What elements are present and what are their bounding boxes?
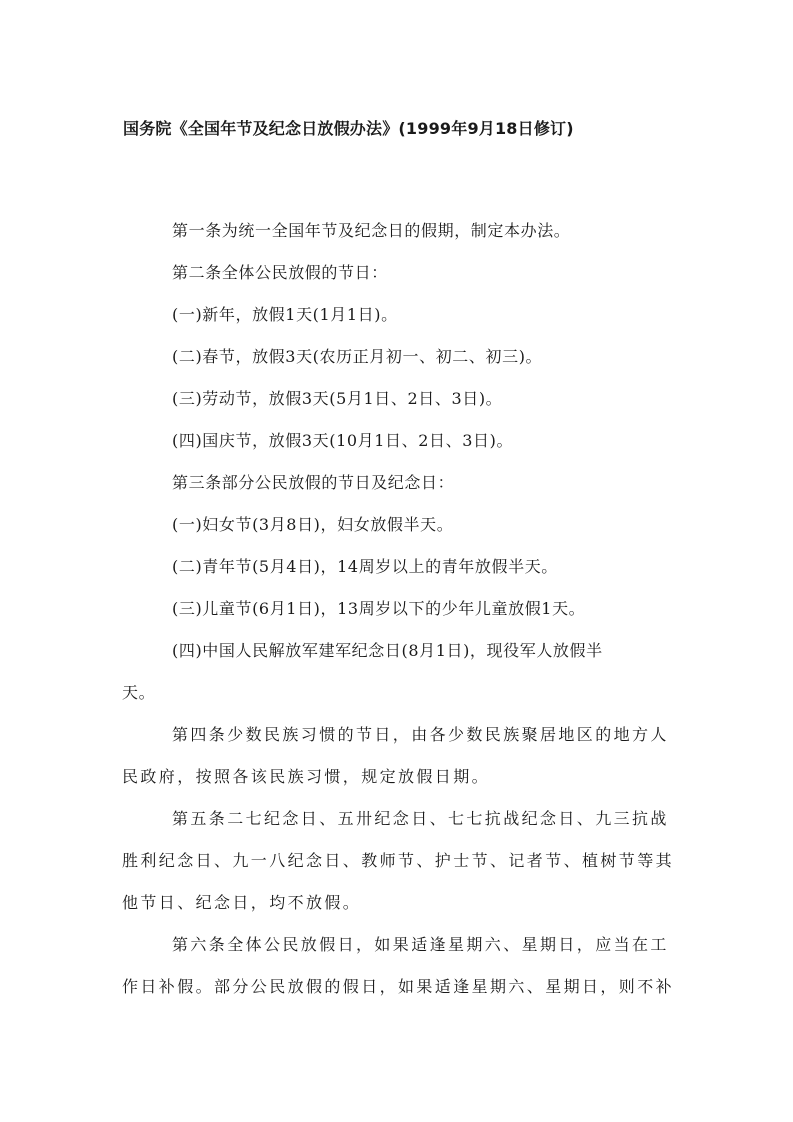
- paragraph-line: 第二条全体公民放假的节日：: [172, 263, 388, 282]
- paragraph-line: (一)新年，放假1天(1月1日)。: [172, 305, 398, 324]
- paragraph-line: 第五条二七纪念日、五卅纪念日、七七抗战纪念日、九三抗战: [172, 809, 669, 828]
- paragraph-line: (三)儿童节(6月1日)，13周岁以下的少年儿童放假1天。: [172, 599, 586, 618]
- paragraph-line: 胜利纪念日、九一八纪念日、教师节、护士节、记者节、植树节等其: [122, 851, 675, 870]
- paragraph-line: (二)春节，放假3天(农历正月初一、初二、初三)。: [172, 347, 543, 366]
- paragraph-line: 第六条全体公民放假日，如果适逢星期六、星期日，应当在工: [172, 935, 669, 954]
- paragraph-line: (四)中国人民解放军建军纪念日(8月1日)，现役军人放假半: [172, 641, 603, 660]
- paragraph-line: 他节日、纪念日，均不放假。: [122, 893, 362, 912]
- paragraph-line: (四)国庆节，放假3天(10月1日、2日、3日)。: [172, 431, 514, 450]
- paragraph-line: 第四条少数民族习惯的节日，由各少数民族聚居地区的地方人: [172, 725, 669, 744]
- paragraph-line: (二)青年节(5月4日)，14周岁以上的青年放假半天。: [172, 557, 558, 576]
- paragraph-line: (一)妇女节(3月8日)，妇女放假半天。: [172, 515, 454, 534]
- paragraph-line: 天。: [122, 683, 156, 702]
- paragraph-line: 作日补假。部分公民放假的假日，如果适逢星期六、星期日，则不补: [122, 977, 675, 996]
- paragraph-line: (三)劳动节，放假3天(5月1日、2日、3日)。: [172, 389, 503, 408]
- paragraph-line: 民政府，按照各该民族习惯，规定放假日期。: [122, 767, 491, 786]
- paragraph-line: 第三条部分公民放假的节日及纪念日：: [172, 473, 455, 492]
- paragraph-line: 第一条为统一全国年节及纪念日的假期，制定本办法。: [172, 221, 571, 240]
- document-title: 国务院《全国年节及纪念日放假办法》(1999年9月18日修订): [123, 119, 574, 138]
